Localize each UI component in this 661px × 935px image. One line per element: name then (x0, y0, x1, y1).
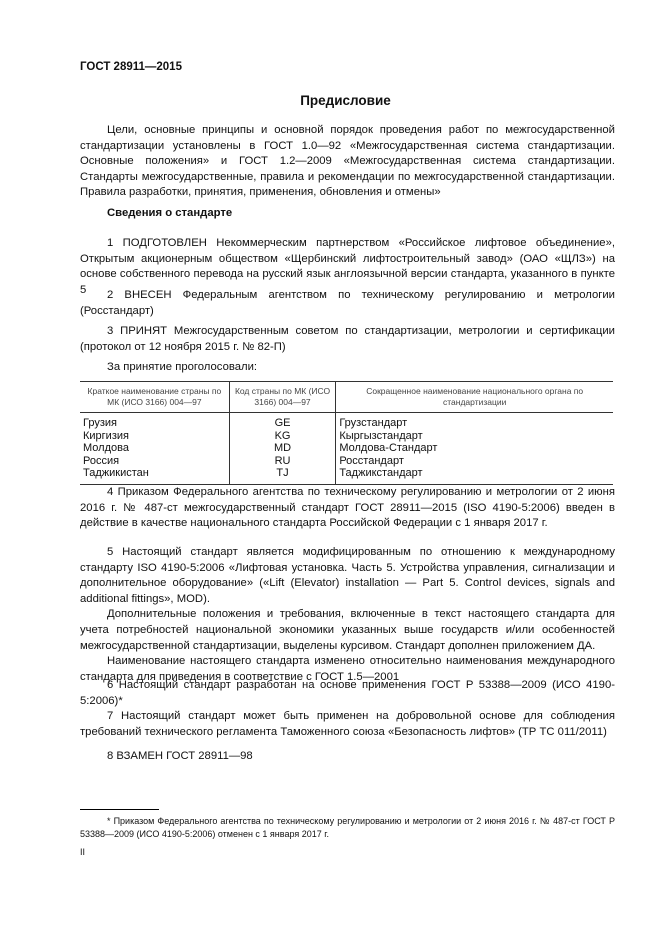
paragraph-6: 6 Настоящий стандарт разработан на основе применения ГОСТ Р 53388—2009 (ИСО 4190-5:2006)* (80, 679, 615, 707)
footnote-block (80, 815, 615, 841)
item-2 (80, 288, 615, 319)
table-cell: Молдова (83, 442, 129, 454)
table-cell: TJ (229, 467, 336, 484)
table-cell: Таджикистан (83, 467, 149, 479)
paragraph-8: 8 ВЗАМЕН ГОСТ 28911—98 (107, 750, 253, 762)
paragraph-3: 3 ПРИНЯТ Межгосударственным советом по стандартизации, метрологии и сертификации (протокол от 12 ноября 2015 г. № 82-П) (80, 325, 615, 353)
paragraph-7: 7 Настоящий стандарт может быть применен на добровольной основе для соблюдения требований технического регламента Таможенного союза «Безопасность лифтов» (ТР ТС 011/2011) (80, 710, 615, 738)
table-cell: Росстандарт (336, 455, 613, 468)
paragraph-4: 4 Приказом Федерального агентства по техническому регулированию и метрологии от 2 июня 2016 г. № 487-ст межгосударственный стандарт ГОСТ 28911—2015 (ISO 4190-5:2006) введен в действие в качестве национального стандарта Российской Федерации с 1 января 2017 г. (80, 486, 615, 530)
paragraph-2: 2 ВНЕСЕН Федеральным агентством по техническому регулированию и метрологии (Росстандарт) (80, 289, 615, 317)
item-8 (80, 749, 615, 765)
table-cell: Кыргызстандарт (336, 430, 613, 443)
intro-block (80, 123, 615, 201)
paragraph-5: 5 Настоящий стандарт является модифицированным по отношению к международному стандарту ISO 4190-5:2006 «Лифтовая установка. Часть 5. Устройства управления, сигнализации и дополнительное оборудование» («Lift (Elevator) installation — Part 5. Control devices, signals and additional fittings», MOD). (80, 546, 615, 605)
item-6 (80, 678, 615, 709)
vote-label: За принятие проголосовали: (107, 361, 258, 373)
table-cell: Грузстандарт (336, 413, 613, 430)
footnote-divider (80, 809, 159, 810)
item-5 (80, 545, 615, 685)
table-cell: Таджикстандарт (336, 467, 613, 484)
intro-paragraph: Цели, основные принципы и основной порядок проведения работ по межгосударственной стандартизации установлены в ГОСТ 1.0—92 «Межгосударственная система стандартизации. Основные положения» и ГОСТ 1.2—2009 «Межгосударственная система стандартизации. Стандарты межгосударственные, правила и рекомендации по межгосударственной стандартизации. Правила разработки, принятия, применения, обновления и отмены» (80, 124, 615, 199)
paragraph-5b: Дополнительные положения и требования, включенные в текст настоящего стандарта для учета потребностей национальной экономики указанных выше государств и/или особенностей межгосударственной стандартизации, выделены курсивом. Стандарт дополнен приложением ДА. (80, 608, 615, 652)
table-header-row (80, 382, 613, 413)
vote-block (80, 360, 615, 376)
item-4 (80, 485, 615, 532)
paragraph-5c: Наименование настоящего стандарта изменено относительно наименования международного стандарта для приведения в соответствие с ГОСТ 1.5—2001 (80, 655, 615, 683)
section-subtitle: Сведения о стандарте (107, 207, 233, 219)
paragraph-1: 1 ПОДГОТОВЛЕН Некоммерческим партнерством «Российское лифтовое объединение», Открытым акционерным обществом «Щербинский лифтостроительный завод» (ОАО «ЩЛЗ») на основе собственного перевода на русский язык англоязычной версии стандарта, указанного в пункте 5 (80, 237, 615, 296)
table-cell: GE (229, 413, 336, 430)
column-header: Сокращенное наименование национального органа по стандартизации (336, 382, 613, 413)
table-cell: Грузия (83, 417, 117, 429)
item-7 (80, 709, 615, 740)
table-cell: RU (229, 455, 336, 468)
table-cell: KG (229, 430, 336, 443)
page-number: II (80, 847, 86, 857)
voting-table (80, 381, 613, 485)
item-3 (80, 324, 615, 355)
table-cell: Россия (83, 454, 120, 467)
table-cell: MD (229, 442, 336, 455)
footnote: * Приказом Федерального агентства по техническому регулированию и метрологии от 2 июня 2016 г. № 487-ст ГОСТ Р 53388—2009 (ИСО 4190-5:2006) отменен с 1 января 2017 г. (80, 816, 615, 839)
column-header: Код страны по МК (ИСО 3166) 004—97 (229, 382, 336, 413)
document-header: ГОСТ 28911—2015 (80, 61, 182, 73)
table-cell: Киргизия (83, 429, 129, 442)
column-header: Краткое наименование страны по МК (ИСО 3166) 004—97 (80, 382, 229, 413)
subtitle-block (80, 206, 615, 222)
table-cell: Молдова-Стандарт (336, 442, 613, 455)
page-title: Предисловие (300, 93, 391, 108)
